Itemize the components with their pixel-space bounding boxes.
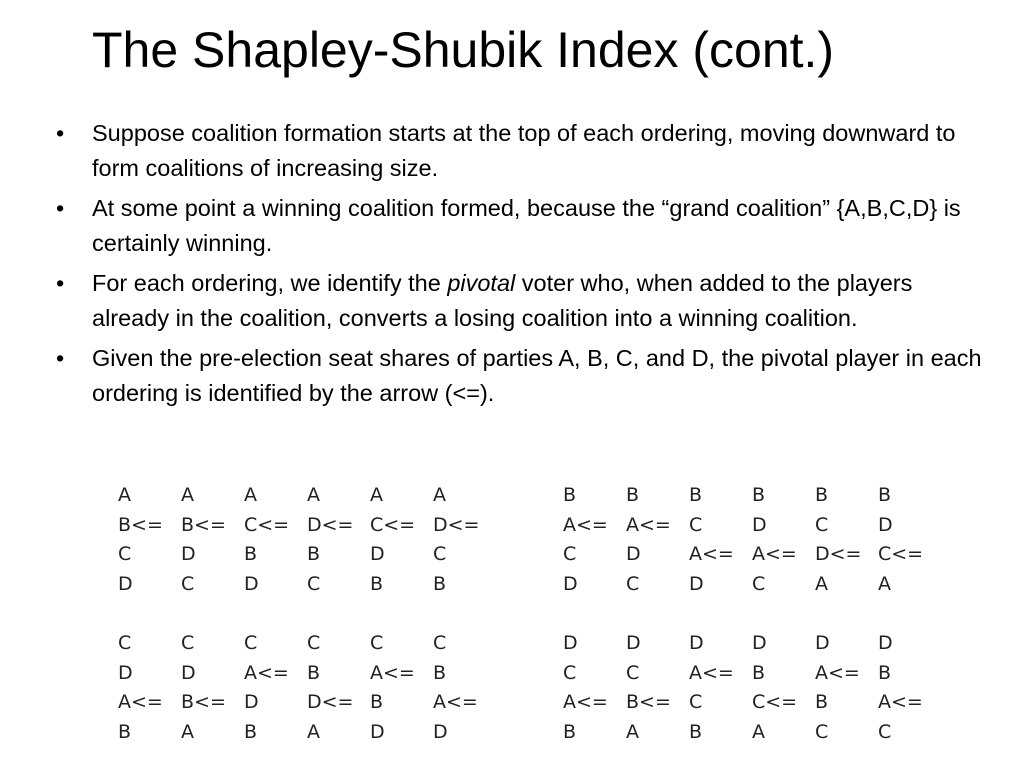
bullet-text bbox=[92, 270, 912, 331]
ordering-cell: D<= bbox=[307, 513, 354, 536]
ordering-cell: C<= bbox=[244, 513, 290, 536]
ordering-block bbox=[563, 484, 941, 602]
bullet-item bbox=[50, 341, 990, 410]
ordering-cell: B bbox=[563, 484, 577, 506]
ordering-row bbox=[563, 662, 941, 692]
ordering-cell: B bbox=[118, 720, 132, 743]
bullet-text: Given the pre-election seat shares of parties A, B, C, and D, the pivotal player in each ordering is identified by the arrow (<=). bbox=[92, 345, 982, 406]
ordering-cell: C bbox=[752, 572, 766, 595]
ordering-cell: A bbox=[307, 484, 320, 506]
ordering-cell: D bbox=[878, 632, 893, 654]
bullet-item bbox=[50, 116, 990, 185]
ordering-cell: C bbox=[563, 543, 577, 565]
ordering-cell: A bbox=[181, 484, 194, 506]
ordering-cell: C bbox=[563, 661, 577, 684]
ordering-cell: A<= bbox=[433, 691, 478, 713]
ordering-cell: C bbox=[181, 632, 195, 654]
ordering-cell: A<= bbox=[689, 661, 734, 684]
ordering-cell: D bbox=[563, 572, 578, 595]
ordering-cell: A<= bbox=[752, 543, 797, 565]
ordering-cell: A<= bbox=[689, 543, 734, 565]
ordering-cell: C bbox=[689, 691, 703, 713]
block-gap bbox=[118, 602, 496, 632]
ordering-cell: D bbox=[689, 632, 704, 654]
ordering-cell: C bbox=[689, 513, 703, 536]
ordering-cell: D bbox=[118, 661, 133, 684]
ordering-cell: A<= bbox=[878, 691, 923, 713]
ordering-cell: C bbox=[370, 632, 384, 654]
ordering-cell: C bbox=[815, 513, 829, 536]
slide-title: The Shapley-Shubik Index (cont.) bbox=[92, 22, 835, 78]
ordering-cell: C bbox=[118, 543, 132, 565]
bullet-list bbox=[50, 116, 990, 416]
ordering-cell: C bbox=[244, 632, 258, 654]
ordering-cell: B bbox=[752, 661, 766, 684]
bullet-item bbox=[50, 191, 990, 260]
bullet-text: At some point a winning coalition formed, because the “grand coalition” {A,B,C,D} is certainly winning. bbox=[92, 195, 961, 256]
ordering-cell: C bbox=[181, 572, 195, 595]
ordering-cell: B bbox=[815, 691, 829, 713]
ordering-cell: A<= bbox=[626, 513, 671, 536]
ordering-cell: D<= bbox=[815, 543, 862, 565]
ordering-cell: C bbox=[433, 632, 447, 654]
emphasis-pivotal: pivotal bbox=[447, 270, 516, 296]
ordering-cell: B bbox=[433, 572, 447, 595]
bullet-item bbox=[50, 266, 990, 335]
ordering-cell: A bbox=[181, 720, 194, 743]
bullet-text-pre: For each ordering, we identify the bbox=[92, 270, 448, 296]
ordering-row bbox=[563, 691, 941, 721]
ordering-cell: A bbox=[244, 484, 257, 506]
ordering-row bbox=[118, 543, 496, 573]
ordering-block bbox=[118, 484, 496, 602]
ordering-cell: D bbox=[689, 572, 704, 595]
ordering-cell: B bbox=[307, 543, 321, 565]
ordering-cell: C bbox=[815, 720, 829, 743]
ordering-cell: D bbox=[181, 543, 196, 565]
ordering-block bbox=[563, 632, 941, 750]
ordering-cell: C<= bbox=[878, 543, 924, 565]
ordering-cell: A<= bbox=[563, 513, 608, 536]
ordering-row bbox=[118, 632, 496, 662]
ordering-cell: A<= bbox=[815, 661, 860, 684]
ordering-row bbox=[118, 514, 496, 544]
ordering-cell: D bbox=[370, 543, 385, 565]
ordering-cell: A bbox=[433, 484, 446, 506]
ordering-cell: B bbox=[689, 720, 703, 743]
orderings-grid-right bbox=[563, 484, 941, 750]
bullet-text: Suppose coalition formation starts at the top of each ordering, moving downward to form coalitions of increasing size. bbox=[92, 120, 956, 181]
ordering-cell: D bbox=[433, 720, 448, 743]
ordering-cell: A bbox=[878, 572, 891, 595]
bullet-marker: • bbox=[56, 345, 65, 371]
ordering-cell: B bbox=[370, 572, 384, 595]
ordering-cell: A<= bbox=[563, 691, 608, 713]
ordering-cell: A bbox=[752, 720, 765, 743]
ordering-cell: B<= bbox=[118, 513, 163, 536]
ordering-cell: B<= bbox=[181, 513, 226, 536]
ordering-cell: B bbox=[244, 720, 258, 743]
ordering-cell: D bbox=[370, 720, 385, 743]
ordering-cell: C bbox=[626, 572, 640, 595]
ordering-cell: B bbox=[689, 484, 703, 506]
block-gap bbox=[563, 602, 941, 632]
ordering-row bbox=[563, 632, 941, 662]
ordering-cell: C bbox=[878, 720, 892, 743]
ordering-cell: D bbox=[815, 632, 830, 654]
ordering-cell: A<= bbox=[118, 691, 163, 713]
ordering-cell: B<= bbox=[626, 691, 671, 713]
ordering-cell: B bbox=[370, 691, 384, 713]
ordering-cell: D bbox=[244, 572, 259, 595]
ordering-cell: B bbox=[244, 543, 258, 565]
ordering-cell: B bbox=[626, 484, 640, 506]
bullet-marker: • bbox=[56, 120, 65, 146]
ordering-block bbox=[118, 632, 496, 750]
ordering-cell: B bbox=[878, 661, 892, 684]
ordering-cell: C bbox=[118, 632, 132, 654]
bullet-text-post: voter who, when added to the players already in the coalition, converts a losing coalition into a winning coalition. bbox=[92, 270, 913, 331]
ordering-row bbox=[118, 691, 496, 721]
ordering-cell: A<= bbox=[370, 661, 415, 684]
ordering-cell: A bbox=[370, 484, 383, 506]
ordering-cell: C bbox=[626, 661, 640, 684]
ordering-cell: D bbox=[626, 632, 641, 654]
ordering-cell: C<= bbox=[752, 691, 798, 713]
ordering-cell: B bbox=[307, 661, 321, 684]
ordering-cell: C<= bbox=[370, 513, 416, 536]
ordering-row bbox=[118, 662, 496, 692]
ordering-cell: B bbox=[815, 484, 829, 506]
ordering-cell: B bbox=[752, 484, 766, 506]
ordering-cell: A bbox=[815, 572, 828, 595]
ordering-cell: D bbox=[181, 661, 196, 684]
ordering-cell: B bbox=[563, 720, 577, 743]
ordering-cell: D bbox=[118, 572, 133, 595]
ordering-cell: D<= bbox=[433, 513, 480, 536]
ordering-cell: B bbox=[433, 661, 447, 684]
ordering-cell: D bbox=[626, 543, 641, 565]
ordering-row bbox=[563, 573, 941, 603]
ordering-row bbox=[563, 721, 941, 751]
ordering-cell: C bbox=[307, 632, 321, 654]
ordering-cell: C bbox=[433, 543, 447, 565]
ordering-cell: B bbox=[878, 484, 892, 506]
orderings-grid-left bbox=[118, 484, 496, 750]
ordering-cell: C bbox=[307, 572, 321, 595]
ordering-row bbox=[118, 721, 496, 751]
ordering-row bbox=[563, 484, 941, 514]
ordering-cell: D<= bbox=[307, 691, 354, 713]
ordering-row bbox=[563, 543, 941, 573]
ordering-cell: D bbox=[878, 513, 893, 536]
ordering-cell: D bbox=[563, 632, 578, 654]
ordering-row bbox=[563, 514, 941, 544]
ordering-cell: A bbox=[307, 720, 320, 743]
bullet-marker: • bbox=[56, 195, 65, 221]
ordering-cell: D bbox=[752, 513, 767, 536]
ordering-cell: D bbox=[244, 691, 259, 713]
ordering-cell: B<= bbox=[181, 691, 226, 713]
ordering-row bbox=[118, 573, 496, 603]
bullet-marker: • bbox=[56, 270, 65, 296]
ordering-cell: A bbox=[118, 484, 131, 506]
ordering-cell: A bbox=[626, 720, 639, 743]
ordering-row bbox=[118, 484, 496, 514]
ordering-cell: A<= bbox=[244, 661, 289, 684]
ordering-cell: D bbox=[752, 632, 767, 654]
